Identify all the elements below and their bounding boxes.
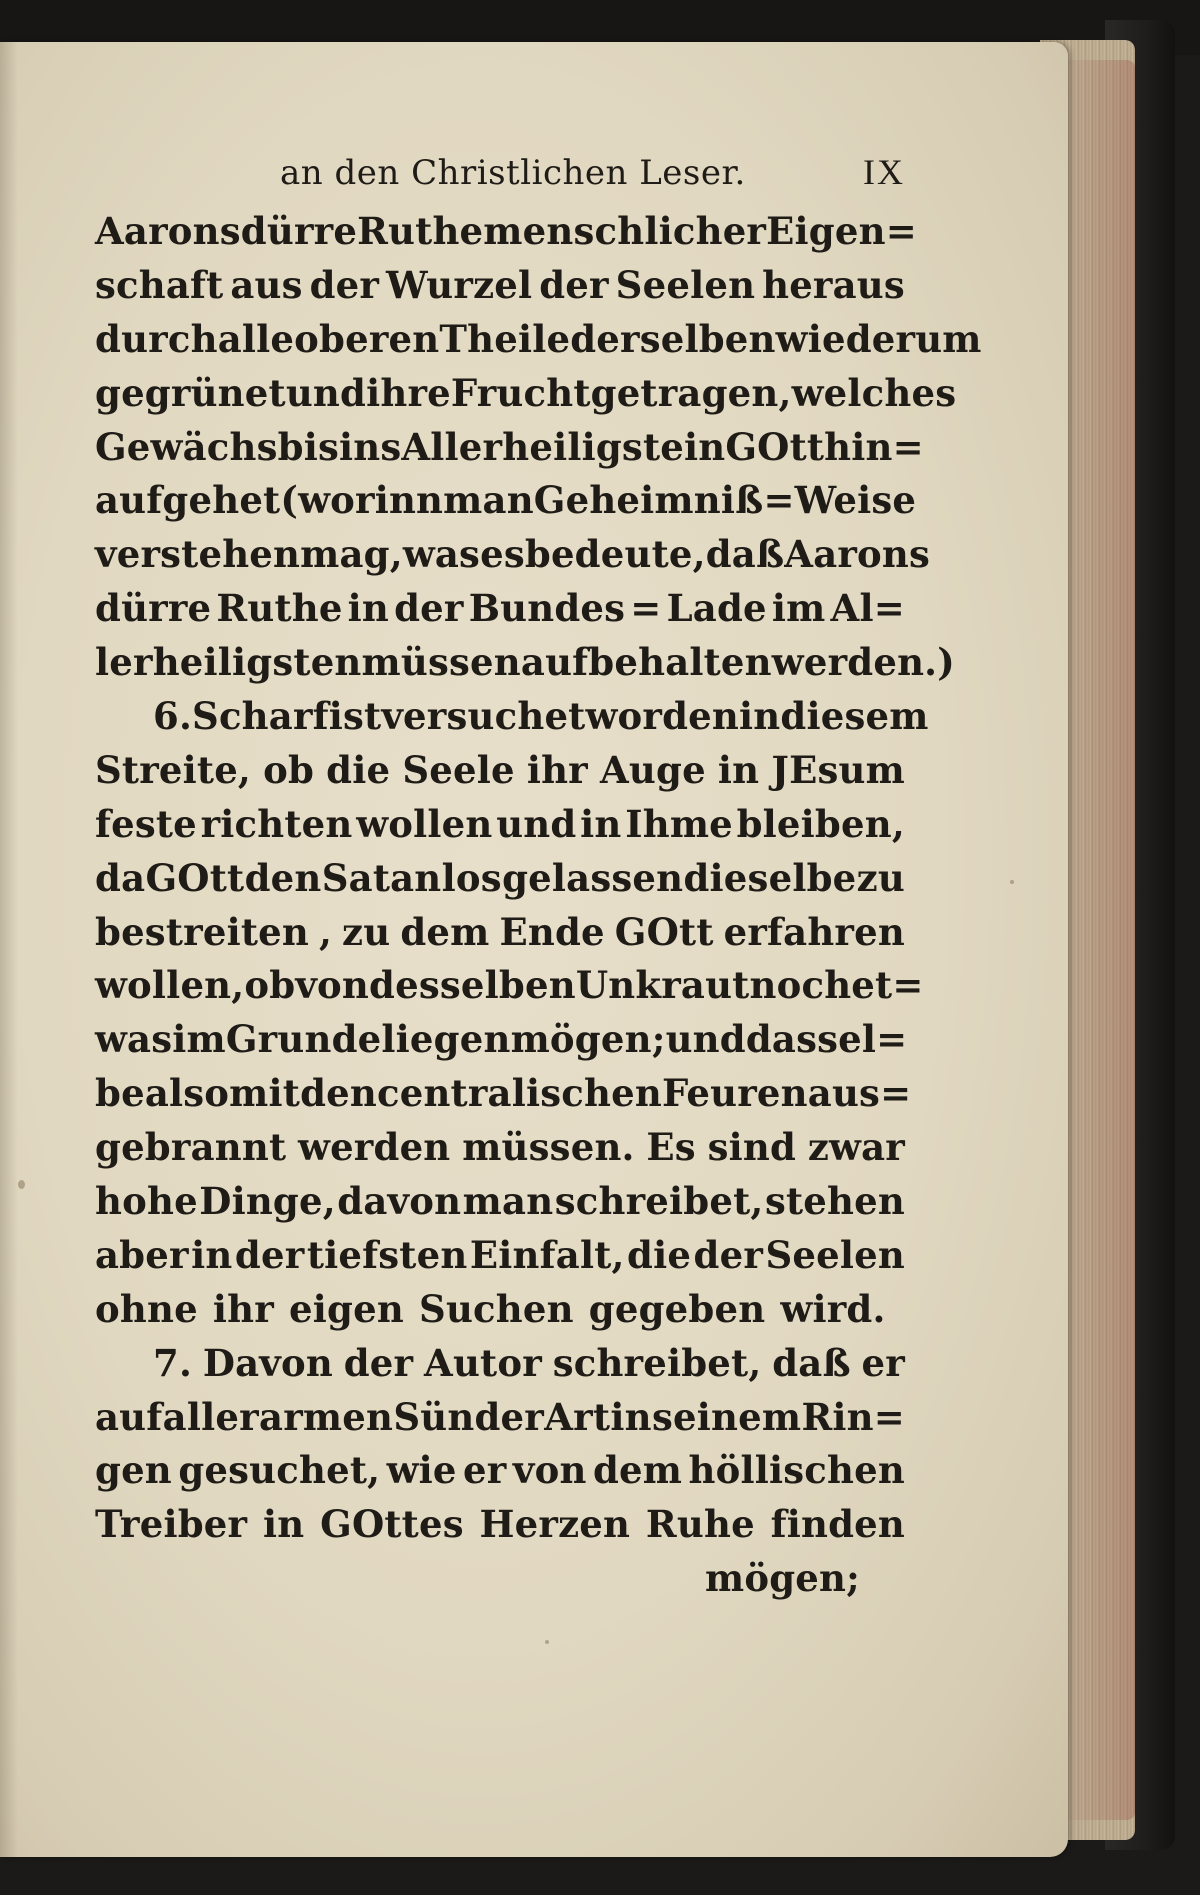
text-block <box>95 145 982 1606</box>
text-line: dürre Ruthe in der Bundes = Lade im Al= <box>95 586 905 631</box>
paper-speck <box>545 1640 549 1644</box>
text-line: da GOtt den Satan los gelassen dieselbe zu <box>95 855 905 900</box>
text-line: schaft aus der Wurzel der Seelen heraus <box>95 262 905 307</box>
text-line: auf gehet ( worinn man Geheimniß = Weise <box>95 478 917 523</box>
text-line: Gewächs bis ins Allerheiligste in GOtt hin= <box>95 424 924 469</box>
text-line: verstehen mag, was es bedeute, daß Aarons <box>95 532 931 577</box>
gutter-shadow <box>0 42 18 1857</box>
catchword-text: mögen; <box>705 1556 860 1601</box>
text-line: Treiber in GOttes Herzen Ruhe finden <box>95 1502 905 1547</box>
body-text <box>95 205 982 1552</box>
paper-speck <box>1010 880 1014 884</box>
text-line: bestreiten , zu dem Ende GOtt erfahren <box>95 909 905 954</box>
text-line: 7. Davon der Autor schreibet, daß er <box>153 1340 905 1385</box>
page-number: IX <box>863 152 905 192</box>
paper-speck <box>18 1180 25 1189</box>
text-line: gegrünet und ihre Frucht getragen, welches <box>95 370 957 415</box>
text-line: ohne ihr eigen Suchen gegeben wird. <box>95 1286 886 1331</box>
text-line: hohe Dinge, davon man schreibet, stehen <box>95 1179 905 1224</box>
text-line: Streite, ob die Seele ihr Auge in JEsum <box>95 747 905 792</box>
text-line: aber in der tiefsten Einfalt, die der Seelen <box>95 1232 905 1277</box>
text-line: wollen, ob von desselben Unkraut noch et= <box>95 963 924 1008</box>
running-head <box>95 145 905 205</box>
catchword <box>95 1552 905 1606</box>
text-line: gebrannt werden müssen. Es sind zwar <box>95 1125 905 1170</box>
text-line: be also mit den centralischen Feuren aus= <box>95 1071 912 1116</box>
text-line: 6. Scharf ist versuchet worden in diesem <box>153 694 929 739</box>
text-line: was im Grunde liegen mögen; und dassel= <box>95 1017 908 1062</box>
text-line: durch alle oberen Theile derselben wiederum <box>95 316 982 361</box>
text-line: feste richten wollen und in Ihme bleiben, <box>95 801 905 846</box>
text-line: Aarons dürre Ruthe menschlicher Eigen= <box>95 209 917 253</box>
text-line: gen gesuchet, wie er von dem höllischen <box>95 1448 905 1493</box>
running-head-title: an den Christlichen Leser. <box>280 153 746 193</box>
text-line: auf aller armen Sünder Art in seinem Rin= <box>95 1394 905 1439</box>
text-line: lerheiligsten müssen aufbehalten werden. ) <box>95 640 955 685</box>
